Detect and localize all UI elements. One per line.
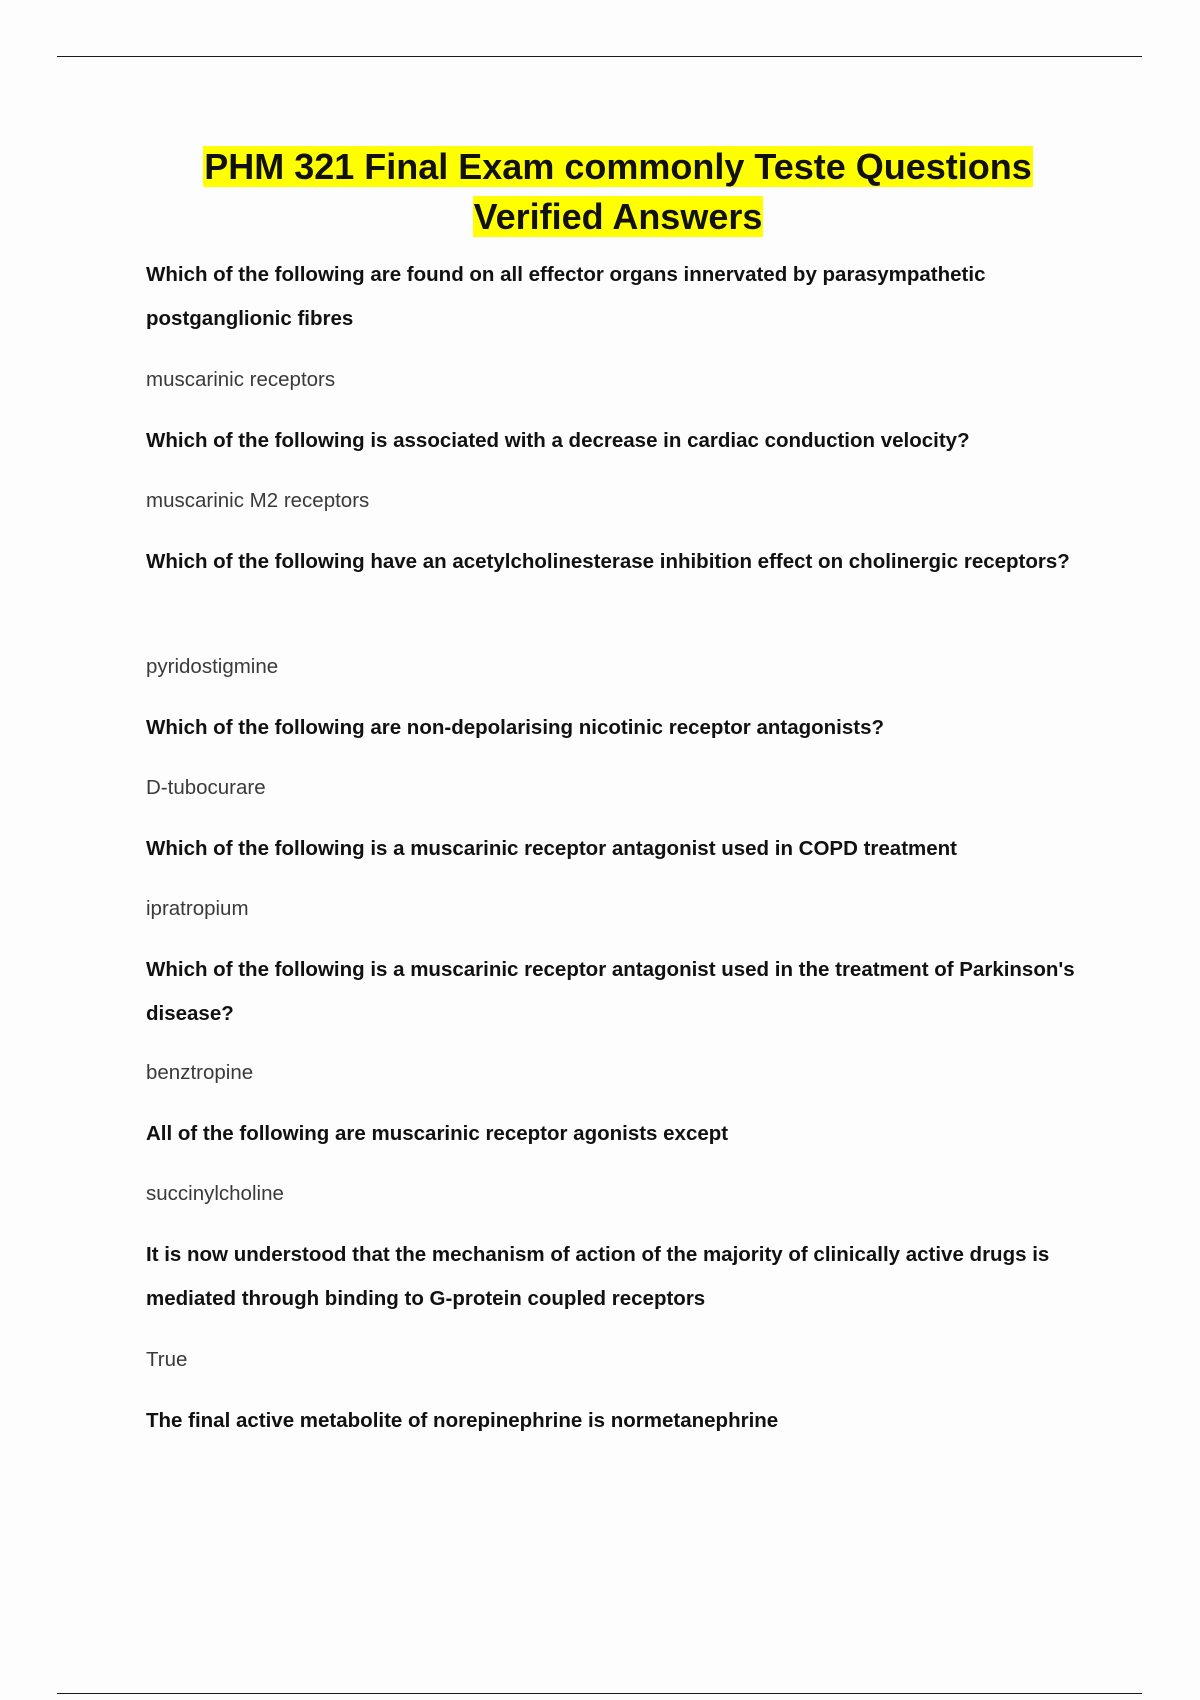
answer-2: muscarinic M2 receptors — [146, 489, 370, 512]
header-rule — [57, 56, 1142, 57]
footer-rule — [57, 1693, 1142, 1694]
question-9: The final active metabolite of norepinephrine is normetanephrine — [146, 1409, 779, 1432]
answer-5: ipratropium — [146, 897, 249, 920]
document-title — [0, 142, 1200, 242]
question-3: Which of the following have an acetylcholinesterase inhibition effect on cholinergic receptors? — [146, 550, 1070, 573]
answer-7: succinylcholine — [146, 1182, 284, 1205]
question-1: Which of the following are found on all effector organs innervated by parasympathetic postganglionic fibres — [146, 263, 986, 330]
answer-4: D-tubocurare — [146, 776, 266, 799]
question-7: All of the following are muscarinic receptor agonists except — [146, 1122, 729, 1145]
answer-3: pyridostigmine — [146, 655, 279, 678]
answer-1: muscarinic receptors — [146, 368, 336, 391]
question-4: Which of the following are non-depolarising nicotinic receptor antagonists? — [146, 716, 885, 739]
question-2: Which of the following is associated with a decrease in cardiac conduction velocity? — [146, 429, 970, 452]
title-line-2: Verified Answers — [473, 196, 763, 237]
question-6: Which of the following is a muscarinic receptor antagonist used in the treatment of Parkinson's disease? — [146, 958, 1075, 1025]
answer-6: benztropine — [146, 1061, 254, 1084]
title-line-1: PHM 321 Final Exam commonly Teste Questions — [204, 146, 1032, 187]
question-5: Which of the following is a muscarinic receptor antagonist used in COPD treatment — [146, 837, 958, 860]
answer-8: True — [146, 1348, 188, 1371]
question-8: It is now understood that the mechanism of action of the majority of clinically active drugs is mediated through binding to G-protein coupled receptors — [146, 1243, 1050, 1310]
